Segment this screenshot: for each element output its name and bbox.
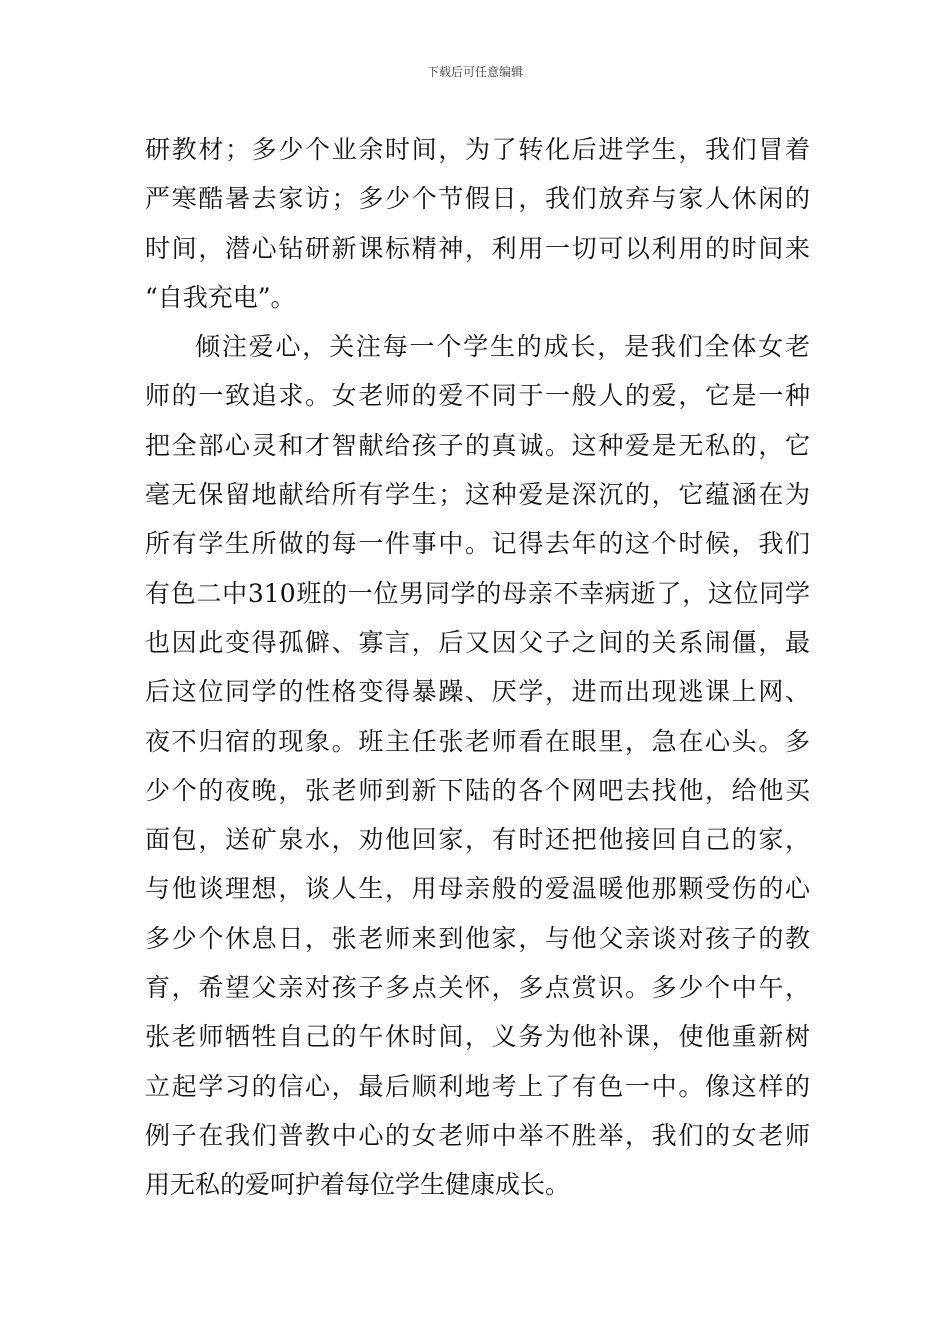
text-line: “自我充电”。 (145, 282, 296, 312)
paragraph-2 (145, 322, 810, 1209)
text-line: 把全部心灵和才智献给孩子的真诚。这种爱是无私的，它 (145, 430, 810, 460)
document-body (145, 125, 810, 1210)
text-line: 夜不归宿的现象。班主任张老师看在眼里，急在心头。多 (145, 726, 810, 756)
text-line: 少个的夜晚，张老师到新下陆的各个网吧去找他，给他买 (145, 775, 810, 805)
text-line: 后这位同学的性格变得暴躁、厌学，进而出现逃课上网、 (145, 677, 810, 707)
text-line: 育，希望父亲对孩子多点关怀，多点赏识。多少个中午， (145, 973, 810, 1003)
text-line: 多少个休息日，张老师来到他家，与他父亲谈对孩子的教 (145, 923, 810, 953)
text-line: 张老师牺牲自己的午休时间，义务为他补课，使他重新树 (145, 1022, 810, 1052)
text-line: 面包，送矿泉水，劝他回家，有时还把他接回自己的家， (145, 825, 810, 855)
text-line: 也因此变得孤僻、寡言，后又因父子之间的关系闹僵，最 (145, 627, 810, 657)
text-line: 倾注爱心，关注每一个学生的成长，是我们全体女老 (195, 332, 810, 362)
text-line: 师的一致追求。女老师的爱不同于一般人的爱，它是一种 (145, 381, 810, 411)
text-line: 例子在我们普教中心的女老师中举不胜举，我们的女老师 (145, 1120, 810, 1150)
paragraph-1 (145, 125, 810, 322)
text-line: 严寒酷暑去家访；多少个节假日，我们放弃与家人休闲的 (145, 184, 810, 214)
text-line: 毫无保留地献给所有学生；这种爱是深沉的，它蕴涵在为 (145, 480, 810, 510)
text-line: 有色二中310班的一位男同学的母亲不幸病逝了，这位同学 (145, 578, 810, 608)
text-line: 用无私的爱呵护着每位学生健康成长。 (145, 1170, 571, 1200)
text-line: 立起学习的信心，最后顺利地考上了有色一中。像这样的 (145, 1071, 810, 1101)
page-header: 下载后可任意编辑 (426, 65, 523, 79)
text-line: 时间，潜心钻研新课标精神，利用一切可以利用的时间来 (145, 233, 810, 263)
text-line: 与他谈理想，谈人生，用母亲般的爱温暖他那颗受伤的心 (145, 874, 810, 904)
text-line: 研教材；多少个业余时间，为了转化后进学生，我们冒着 (145, 135, 810, 164)
text-line: 所有学生所做的每一件事中。记得去年的这个时候，我们 (145, 529, 810, 559)
